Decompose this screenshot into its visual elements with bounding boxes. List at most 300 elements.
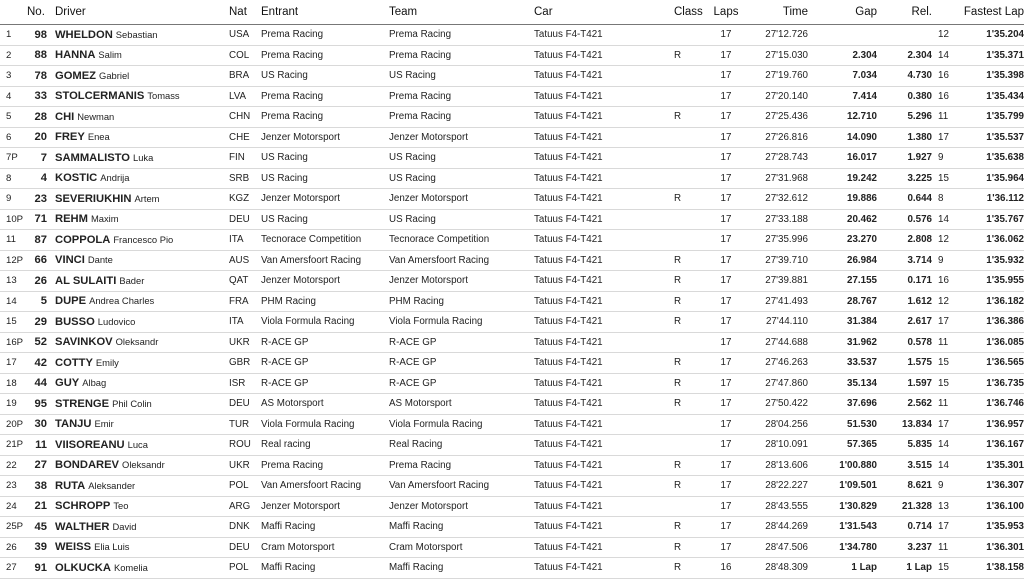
fastest-lap-time: 1'35.955 — [986, 275, 1024, 287]
relative-gap: 13.834 — [902, 418, 932, 430]
driver-first-name: Newman — [77, 110, 115, 122]
driver-cell — [51, 558, 229, 579]
car: Tatuus F4-T421 — [534, 521, 603, 533]
laps: 17 — [720, 234, 732, 246]
car-number: 11 — [35, 438, 47, 451]
fastest-lap-time: 1'36.307 — [986, 480, 1024, 492]
team: Prema Racing — [389, 49, 452, 61]
gap: 20.462 — [847, 213, 877, 225]
fastest-lap-time: 1'35.204 — [986, 29, 1024, 41]
car-number: 29 — [34, 315, 47, 328]
team: AS Motorsport — [389, 398, 452, 410]
fastest-lap-time: 1'35.434 — [986, 90, 1024, 102]
gap: 1'34.780 — [839, 541, 877, 553]
driver-cell — [51, 168, 229, 189]
relative-gap: 3.515 — [907, 459, 932, 471]
fastest-lap-number: 12 — [938, 234, 949, 246]
header-pos — [0, 0, 27, 25]
nationality: COL — [229, 49, 250, 61]
team: Jenzer Motorsport — [389, 500, 468, 512]
laps: 17 — [720, 29, 732, 41]
table-row — [0, 189, 1024, 210]
team: PHM Racing — [389, 295, 444, 307]
position: 13 — [6, 275, 17, 287]
car-number: 44 — [34, 377, 47, 390]
table-row — [0, 271, 1024, 292]
driver-last-name: SAVINKOV — [55, 336, 113, 349]
gap: 31.384 — [847, 316, 877, 328]
entrant: Maffi Racing — [261, 521, 316, 533]
class: R — [674, 357, 682, 369]
table-row — [0, 209, 1024, 230]
entrant: US Racing — [261, 172, 308, 184]
gap: 1'00.880 — [839, 459, 877, 471]
table-row — [0, 230, 1024, 251]
fastest-lap-number: 14 — [938, 213, 949, 225]
gap — [814, 25, 883, 46]
driver-cell — [51, 476, 229, 497]
header-nat: Nat — [229, 0, 261, 25]
laps: 17 — [720, 316, 732, 328]
total-time: 27'19.760 — [765, 70, 808, 82]
table-row — [0, 455, 1024, 476]
fastest-lap-time: 1'35.932 — [986, 254, 1024, 266]
driver-first-name: Salim — [98, 49, 122, 61]
car-number: 91 — [34, 561, 47, 574]
car-number: 52 — [34, 336, 47, 349]
driver-cell — [51, 373, 229, 394]
relative-gap: 1.612 — [907, 295, 932, 307]
driver-first-name: Enea — [87, 131, 110, 143]
driver-cell — [51, 455, 229, 476]
car-number: 30 — [34, 418, 47, 431]
nationality: DNK — [229, 521, 250, 533]
nationality: DEU — [229, 213, 250, 225]
team: US Racing — [389, 172, 436, 184]
laps: 17 — [720, 418, 732, 430]
car-number: 42 — [34, 356, 47, 369]
position: 7P — [6, 152, 18, 164]
entrant: US Racing — [261, 70, 308, 82]
total-time: 27'44.688 — [765, 336, 808, 348]
driver-last-name: VINCI — [55, 254, 85, 267]
car: Tatuus F4-T421 — [534, 562, 603, 574]
car: Tatuus F4-T421 — [534, 275, 603, 287]
driver-last-name: BUSSO — [55, 315, 95, 328]
table-row — [0, 353, 1024, 374]
team: Jenzer Motorsport — [389, 131, 468, 143]
nationality: BRA — [229, 70, 250, 82]
driver-last-name: OLKUCKA — [55, 561, 111, 574]
relative-gap: 5.296 — [907, 111, 932, 123]
driver-first-name: Emir — [94, 418, 114, 430]
gap: 7.414 — [852, 90, 877, 102]
table-row — [0, 127, 1024, 148]
header-row — [0, 0, 1024, 25]
team: Viola Formula Racing — [389, 316, 483, 328]
class — [674, 127, 708, 148]
gap: 19.886 — [847, 193, 877, 205]
driver-first-name: Aleksander — [88, 479, 136, 491]
team: Jenzer Motorsport — [389, 193, 468, 205]
total-time: 27'31.968 — [765, 172, 808, 184]
relative-gap: 21.328 — [902, 500, 932, 512]
gap: 1'31.543 — [839, 521, 877, 533]
class: R — [674, 254, 682, 266]
class — [674, 168, 708, 189]
nationality: POL — [229, 562, 249, 574]
team: Van Amersfoort Racing — [389, 480, 490, 492]
table-row — [0, 435, 1024, 456]
class: R — [674, 398, 682, 410]
driver-first-name: Elia Luis — [94, 541, 130, 553]
laps: 17 — [720, 111, 732, 123]
nationality: DEU — [229, 398, 250, 410]
nationality: USA — [229, 29, 250, 41]
header-entrant: Entrant — [261, 0, 389, 25]
team: Maffi Racing — [389, 562, 444, 574]
car-number: 88 — [34, 49, 47, 62]
nationality: ISR — [229, 377, 246, 389]
driver-last-name: FREY — [55, 131, 85, 144]
relative-gap: 8.621 — [907, 480, 932, 492]
table-row — [0, 250, 1024, 271]
table-row — [0, 537, 1024, 558]
total-time: 27'15.030 — [765, 49, 808, 61]
header-team: Team — [389, 0, 534, 25]
relative-gap: 2.304 — [907, 49, 932, 61]
car-number: 27 — [34, 459, 47, 472]
car-number: 95 — [34, 397, 47, 410]
class: R — [674, 480, 682, 492]
fastest-lap-time: 1'36.182 — [986, 295, 1024, 307]
car-number: 5 — [40, 295, 47, 308]
car: Tatuus F4-T421 — [534, 172, 603, 184]
driver-last-name: COTTY — [55, 356, 93, 369]
laps: 17 — [720, 336, 732, 348]
car: Tatuus F4-T421 — [534, 29, 603, 41]
car-number: 28 — [34, 110, 47, 123]
position: 4 — [6, 90, 12, 102]
header-car: Car — [534, 0, 674, 25]
driver-last-name: GOMEZ — [55, 69, 97, 82]
total-time: 27'39.881 — [765, 275, 808, 287]
car-number: 38 — [34, 479, 47, 492]
fastest-lap-time: 1'36.301 — [986, 541, 1024, 553]
driver-cell — [51, 291, 229, 312]
gap: 51.530 — [847, 418, 877, 430]
entrant: Maffi Racing — [261, 562, 316, 574]
car-number: 71 — [34, 213, 47, 226]
fastest-lap-time: 1'36.112 — [986, 193, 1024, 205]
total-time: 28'48.309 — [765, 562, 808, 574]
driver-cell — [51, 414, 229, 435]
nationality: LVA — [229, 90, 247, 102]
team: Jenzer Motorsport — [389, 275, 468, 287]
entrant: Jenzer Motorsport — [261, 500, 340, 512]
table-row — [0, 291, 1024, 312]
driver-last-name: KOSTIC — [55, 172, 98, 185]
position: 15 — [6, 316, 17, 328]
gap: 26.984 — [847, 254, 877, 266]
class — [674, 414, 708, 435]
table-row — [0, 394, 1024, 415]
car: Tatuus F4-T421 — [534, 295, 603, 307]
driver-cell — [51, 25, 229, 46]
relative-gap: 3.714 — [907, 254, 932, 266]
fastest-lap-number: 11 — [938, 336, 949, 348]
team: R-ACE GP — [389, 377, 437, 389]
car-number: 66 — [34, 254, 47, 267]
driver-first-name: Oleksandr — [115, 336, 159, 348]
car: Tatuus F4-T421 — [534, 439, 603, 451]
fastest-lap-time: 1'35.371 — [986, 49, 1024, 61]
position: 21P — [6, 439, 24, 451]
entrant: R-ACE GP — [261, 377, 309, 389]
laps: 17 — [720, 193, 732, 205]
header-time: Time — [744, 0, 814, 25]
header-class: Class — [674, 0, 708, 25]
car: Tatuus F4-T421 — [534, 213, 603, 225]
class: R — [674, 111, 682, 123]
driver-last-name: WALTHER — [55, 520, 110, 533]
gap: 14.090 — [847, 131, 877, 143]
fastest-lap-time: 1'36.062 — [986, 234, 1024, 246]
laps: 17 — [720, 90, 732, 102]
driver-first-name: Francesco Pio — [113, 233, 174, 245]
fastest-lap-time: 1'35.638 — [986, 152, 1024, 164]
car: Tatuus F4-T421 — [534, 480, 603, 492]
header-fastest-lap: Fastest Lap — [938, 0, 1024, 25]
fastest-lap-time: 1'35.301 — [986, 459, 1024, 471]
fastest-lap-time: 1'35.537 — [986, 131, 1024, 143]
car: Tatuus F4-T421 — [534, 131, 603, 143]
class — [674, 496, 708, 517]
relative-gap: 0.380 — [907, 90, 932, 102]
team: US Racing — [389, 213, 436, 225]
entrant: Cram Motorsport — [261, 541, 335, 553]
position: 8 — [6, 172, 12, 184]
class: R — [674, 562, 682, 574]
nationality: ITA — [229, 234, 244, 246]
header-rel: Rel. — [883, 0, 938, 25]
car: Tatuus F4-T421 — [534, 459, 603, 471]
fastest-lap-number: 14 — [938, 49, 949, 61]
team: US Racing — [389, 70, 436, 82]
relative-gap: 2.808 — [907, 234, 932, 246]
class: R — [674, 521, 682, 533]
team: R-ACE GP — [389, 336, 437, 348]
driver-first-name: Komelia — [113, 561, 148, 573]
laps: 17 — [720, 295, 732, 307]
driver-last-name: CHI — [55, 110, 75, 123]
entrant: Prema Racing — [261, 29, 324, 41]
class: R — [674, 377, 682, 389]
car-number: 23 — [34, 192, 47, 205]
driver-last-name: WEISS — [55, 541, 92, 554]
position: 25P — [6, 521, 24, 533]
class: R — [674, 49, 682, 61]
fastest-lap-number: 11 — [938, 541, 949, 553]
header-gap: Gap — [814, 0, 883, 25]
driver-last-name: AL SULAITI — [55, 274, 117, 287]
car-number: 78 — [34, 69, 47, 82]
nationality: UKR — [229, 459, 250, 471]
fastest-lap-number: 12 — [938, 29, 949, 41]
table-row — [0, 86, 1024, 107]
fastest-lap-number: 17 — [938, 418, 949, 430]
total-time: 27'28.743 — [765, 152, 808, 164]
class — [674, 25, 708, 46]
car: Tatuus F4-T421 — [534, 49, 603, 61]
laps: 17 — [720, 459, 732, 471]
entrant: Jenzer Motorsport — [261, 275, 340, 287]
total-time: 27'32.612 — [765, 193, 808, 205]
entrant: R-ACE GP — [261, 357, 309, 369]
driver-cell — [51, 148, 229, 169]
driver-cell — [51, 353, 229, 374]
driver-last-name: COPPOLA — [55, 233, 111, 246]
fastest-lap-number: 17 — [938, 521, 949, 533]
position: 10P — [6, 213, 24, 225]
position: 12P — [6, 254, 24, 266]
driver-last-name: SEVERIUKHIN — [55, 192, 132, 205]
fastest-lap-number: 14 — [938, 459, 949, 471]
position: 22 — [6, 459, 17, 471]
driver-cell — [51, 435, 229, 456]
relative-gap: 0.578 — [907, 336, 932, 348]
gap: 1'30.829 — [839, 500, 877, 512]
gap: 7.034 — [852, 70, 877, 82]
fastest-lap-time: 1'36.085 — [986, 336, 1024, 348]
fastest-lap-time: 1'36.386 — [986, 316, 1024, 328]
table-row — [0, 332, 1024, 353]
laps: 17 — [720, 49, 732, 61]
car: Tatuus F4-T421 — [534, 70, 603, 82]
position: 23 — [6, 480, 17, 492]
total-time: 28'47.506 — [765, 541, 808, 553]
entrant: Prema Racing — [261, 49, 324, 61]
relative-gap: 1.575 — [907, 357, 932, 369]
driver-last-name: SAMMALISTO — [55, 151, 130, 164]
driver-cell — [51, 45, 229, 66]
car-number: 45 — [34, 520, 47, 533]
driver-first-name: Sebastian — [115, 28, 158, 40]
position: 2 — [6, 49, 12, 61]
position: 9 — [6, 193, 12, 205]
relative-gap: 0.714 — [907, 521, 932, 533]
gap: 37.696 — [847, 398, 877, 410]
total-time: 28'10.091 — [765, 439, 808, 451]
results-body — [0, 25, 1024, 579]
fastest-lap-number: 15 — [938, 562, 949, 574]
fastest-lap-time: 1'35.398 — [986, 70, 1024, 82]
driver-last-name: VIISOREANU — [55, 438, 125, 451]
fastest-lap-number: 8 — [938, 193, 944, 205]
total-time: 28'04.256 — [765, 418, 808, 430]
gap: 1 Lap — [851, 562, 877, 574]
fastest-lap-number: 16 — [938, 90, 949, 102]
entrant: Jenzer Motorsport — [261, 131, 340, 143]
driver-first-name: Albag — [82, 377, 107, 389]
gap: 16.017 — [847, 152, 877, 164]
gap: 27.155 — [847, 275, 877, 287]
class — [674, 230, 708, 251]
car: Tatuus F4-T421 — [534, 500, 603, 512]
team: Van Amersfoort Racing — [389, 254, 490, 266]
total-time: 27'26.816 — [765, 131, 808, 143]
driver-first-name: Dante — [87, 254, 113, 266]
position: 26 — [6, 541, 17, 553]
laps: 17 — [720, 541, 732, 553]
fastest-lap-number: 17 — [938, 316, 949, 328]
driver-last-name: STRENGE — [55, 397, 110, 410]
total-time: 27'25.436 — [765, 111, 808, 123]
driver-first-name: Artem — [134, 192, 160, 204]
car-number: 7 — [40, 151, 47, 164]
fastest-lap-number: 14 — [938, 439, 949, 451]
class: R — [674, 193, 682, 205]
driver-first-name: Oleksandr — [122, 459, 165, 471]
position: 18 — [6, 377, 17, 389]
class — [674, 66, 708, 87]
gap: 35.134 — [847, 377, 877, 389]
table-row — [0, 66, 1024, 87]
entrant: PHM Racing — [261, 295, 316, 307]
laps: 17 — [720, 500, 732, 512]
laps: 17 — [720, 152, 732, 164]
team: Prema Racing — [389, 90, 452, 102]
header-laps: Laps — [708, 0, 744, 25]
fastest-lap-number: 16 — [938, 70, 949, 82]
car-number: 87 — [34, 233, 47, 246]
relative-gap: 3.237 — [907, 541, 932, 553]
nationality: FIN — [229, 152, 245, 164]
position: 14 — [6, 295, 17, 307]
table-row — [0, 476, 1024, 497]
total-time: 28'44.269 — [765, 521, 808, 533]
car: Tatuus F4-T421 — [534, 152, 603, 164]
laps: 17 — [720, 172, 732, 184]
table-row — [0, 45, 1024, 66]
driver-cell — [51, 496, 229, 517]
fastest-lap-number: 15 — [938, 357, 949, 369]
entrant: Viola Formula Racing — [261, 316, 355, 328]
fastest-lap-time: 1'35.953 — [986, 521, 1024, 533]
total-time: 27'41.493 — [765, 295, 808, 307]
driver-cell — [51, 537, 229, 558]
relative-gap: 0.644 — [907, 193, 932, 205]
driver-cell — [51, 271, 229, 292]
car-number: 26 — [34, 274, 47, 287]
relative-gap: 0.171 — [907, 275, 932, 287]
position: 24 — [6, 500, 17, 512]
entrant: Prema Racing — [261, 111, 324, 123]
fastest-lap-time: 1'38.158 — [986, 562, 1024, 574]
car: Tatuus F4-T421 — [534, 336, 603, 348]
entrant: Van Amersfoort Racing — [261, 254, 362, 266]
relative-gap: 2.562 — [907, 398, 932, 410]
total-time: 28'22.227 — [765, 480, 808, 492]
table-row — [0, 373, 1024, 394]
team: Tecnorace Competition — [389, 234, 490, 246]
team: Maffi Racing — [389, 521, 444, 533]
table-row — [0, 168, 1024, 189]
total-time: 28'13.606 — [765, 459, 808, 471]
fastest-lap-number: 13 — [938, 500, 949, 512]
total-time: 27'35.996 — [765, 234, 808, 246]
total-time: 27'20.140 — [765, 90, 808, 102]
